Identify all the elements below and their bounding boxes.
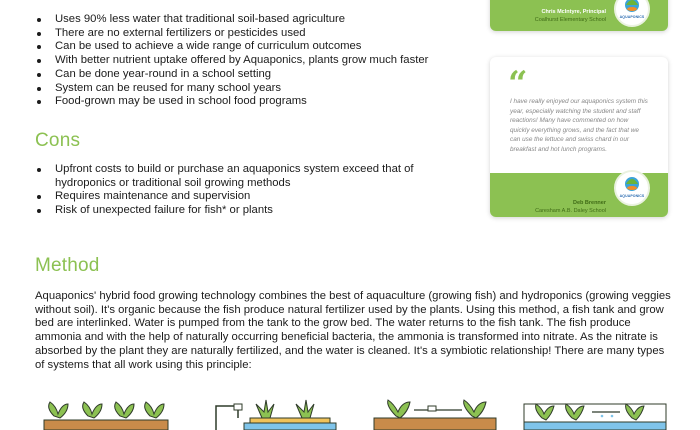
testimonial-quote: I have really enjoyed our aquaponics system this year, especially watching the student and staff reactions! Many have commented on how quickly everything grows, and the fact that we can use the lettuce and swiss chard in our breakfast and hot lunch programs. — [510, 98, 648, 153]
cons-item: Risk of unexpected failure for fish* or plants — [35, 204, 465, 218]
aquaponics-illustration — [370, 398, 500, 430]
logo-text: AQUAPONICS — [619, 15, 645, 19]
cons-item: Requires maintenance and supervision — [35, 190, 465, 204]
pros-list — [35, 13, 475, 109]
testimonial-school: Caresham A.B. Daley School — [535, 208, 606, 214]
cons-heading: Cons — [35, 130, 81, 151]
pros-item: Uses 90% less water that traditional soil-based agriculture — [35, 13, 475, 27]
vertical-aquaponics-illustration — [520, 398, 670, 430]
pros-item: Food-grown may be used in school food programs — [35, 95, 475, 109]
pros-item: With better nutrient uptake offered by Aquaponics, plants grow much faster — [35, 54, 475, 68]
testimonial-author: Deb Brenner — [572, 200, 606, 206]
testimonial-card — [490, 57, 668, 217]
cons-list — [35, 163, 465, 218]
testimonial-school: Coalhurst Elementary School — [534, 17, 606, 23]
pros-item: Can be used to achieve a wide range of curriculum outcomes — [35, 40, 475, 54]
hydroponics-illustration — [210, 398, 340, 430]
aquaponics-logo — [614, 170, 650, 206]
cons-item: Upfront costs to build or purchase an aquaponics system exceed that of hydroponics or traditional soil growing methods — [35, 163, 465, 190]
pros-item: Can be done year-round in a school setting — [35, 68, 475, 82]
logo-text: AQUAPONICS — [619, 194, 645, 198]
testimonial-card — [490, 0, 668, 31]
method-paragraph: Aquaponics' hybrid food growing technology combines the best of aquaculture (growing fish) and hydroponics (growing veggies without soil). It's organic because the fish produce natural fertilizer used by the plants. Using this method, a fish tank and grow bed are interlinked. Water is pumped from the tank to the grow bed. The water returns to the fish tank. The fish produce ammonia and with the help of naturally occurring beneficial bacteria, the ammonia is transformed into nitrate. As the nitrate is absorbed by the plant they are naturally fertilized, and the water is cleaned. It's a symbiotic relationship! There are many types of systems that all work using this principle: — [35, 290, 671, 371]
method-heading: Method — [35, 255, 100, 276]
testimonial-author: Chris McIntyre, Principal — [541, 9, 606, 15]
aquaponics-logo — [614, 0, 650, 27]
soil-growing-illustration — [40, 398, 170, 430]
quote-icon: “ — [508, 64, 528, 104]
pros-item: System can be reused for many school years — [35, 82, 475, 96]
pros-item: There are no external fertilizers or pesticides used — [35, 27, 475, 41]
